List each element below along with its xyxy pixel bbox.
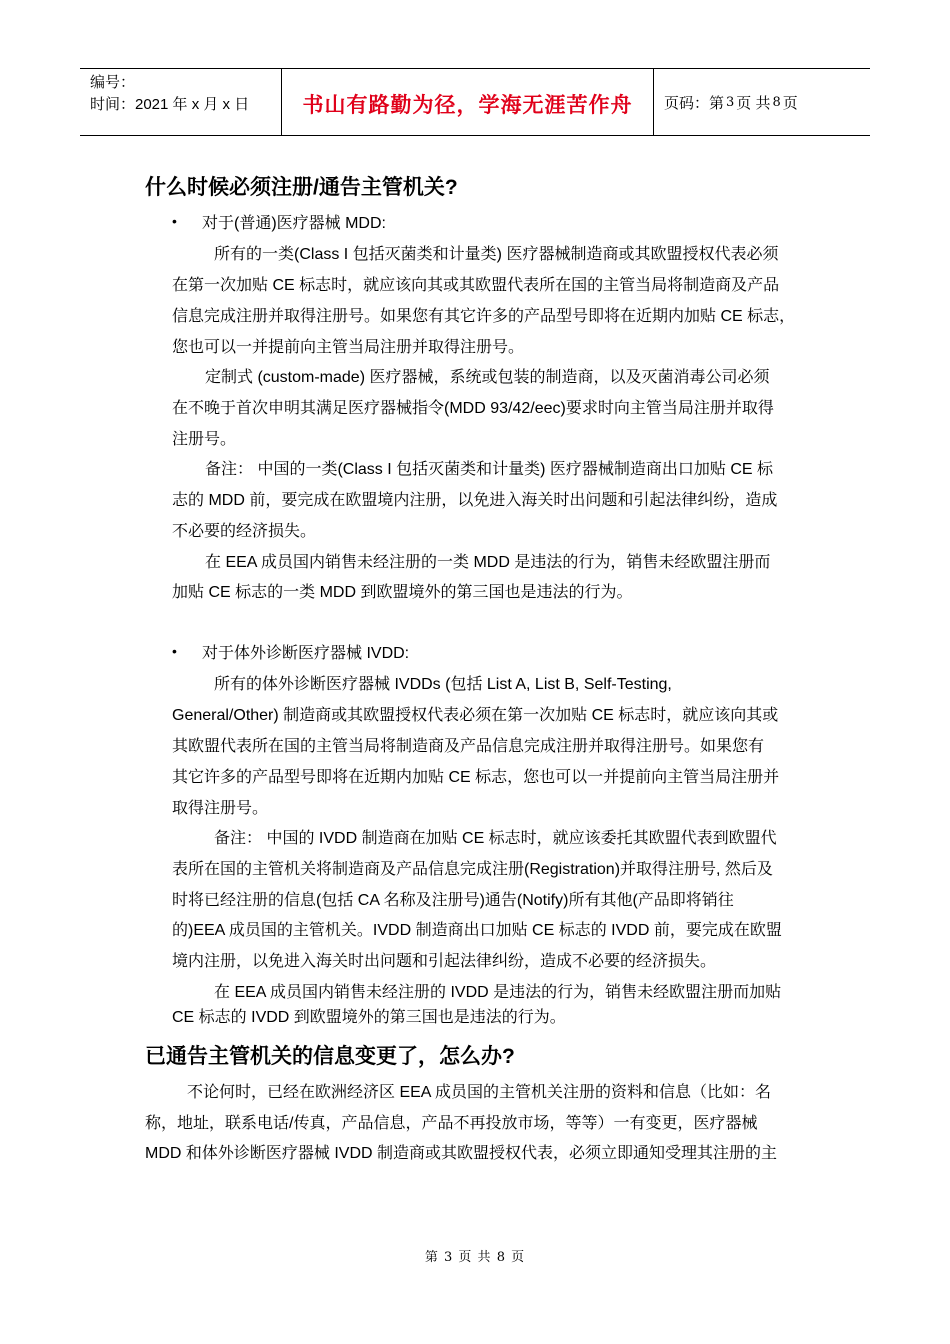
paragraph-line: 注册号。 [172, 431, 237, 448]
page-total: 8 [772, 94, 781, 110]
bullet2-text: 对于体外诊断医疗器械 IVDD: [202, 645, 410, 662]
paragraph-line: 加贴 CE 标志的一类 MDD 到欧盟境外的第三国也是违法的行为。 [172, 584, 633, 601]
paragraph-line: 称，地址，联系电话/传真，产品信息，产品不再投放市场，等等）一有变更，医疗器械 [145, 1115, 758, 1132]
paragraph-line: 所有的一类(Class I 包括灭菌类和计量类) 医疗器械制造商或其欧盟授权代表必须 [214, 246, 779, 263]
paragraph-line: 的)EEA 成员国的主管机关。IVDD 制造商出口加贴 CE 标志的 IVDD 前，要完成在欧盟 [172, 922, 782, 939]
page-prefix: 页码：第 [664, 94, 725, 112]
number-label: 编号： [90, 74, 136, 91]
paragraph-line: CE 标志的 IVDD 到欧盟境外的第三国也是违法的行为。 [172, 1009, 566, 1026]
paragraph-line: 境内注册，以免进入海关时出问题和引起法律纠纷，造成不必要的经济损失。 [172, 953, 717, 970]
section1-heading: 什么时候必须注册/通告主管机关? [145, 176, 458, 199]
paragraph-line: 志的 MDD 前，要完成在欧盟境内注册，以免进入海关时出问题和引起法律纠纷，造成 [172, 492, 778, 509]
bullet-icon: • [172, 213, 177, 229]
paragraph-line: 在 EEA 成员国内销售未经注册的 IVDD 是违法的行为，销售未经欧盟注册而加贴 [214, 984, 782, 1001]
header-motto-cell [282, 69, 654, 135]
paragraph-line: 表所在国的主管机关将制造商及产品信息完成注册(Registration)并取得注册号, 然后及 [172, 861, 773, 878]
page-footer: 第 3 页 共 8 页 [424, 1250, 526, 1265]
paragraph-line: 不论何时，已经在欧洲经济区 EEA 成员国的主管机关注册的资料和信息（比如：名 [187, 1084, 772, 1101]
paragraph-line: 定制式 (custom-made) 医疗器械，系统或包装的制造商，以及灭菌消毒公司必须 [205, 369, 770, 386]
paragraph-line: 备注： 中国的 IVDD 制造商在加贴 CE 标志时，就应该委托其欧盟代表到欧盟代 [214, 830, 777, 847]
paragraph-line: 您也可以一并提前向主管当局注册并取得注册号。 [172, 339, 525, 356]
paragraph-line: 信息完成注册并取得注册号。如果您有其它许多的产品型号即将在近期内加贴 CE 标志， [172, 308, 796, 325]
page-number: 3 [726, 94, 735, 110]
paragraph-line: General/Other) 制造商或其欧盟授权代表必须在第一次加贴 CE 标志时，就应该向其或 [172, 707, 779, 724]
paragraph-line: 其欧盟代表所在国的主管当局将制造商及产品信息完成注册并取得注册号。如果您有 [172, 738, 765, 755]
paragraph-line: 在第一次加贴 CE 标志时，就应该向其或其欧盟代表所在国的主管当局将制造商及产品 [172, 277, 780, 294]
paragraph-line: MDD 和体外诊断医疗器械 IVDD 制造商或其欧盟授权代表，必须立即通知受理其注册的主 [145, 1145, 778, 1162]
paragraph-line: 在不晚于首次申明其满足医疗器械指令(MDD 93/42/eec)要求时向主管当局注册并取得 [172, 400, 774, 417]
page-header [80, 68, 870, 136]
header-meta [80, 69, 282, 135]
paragraph-line: 取得注册号。 [172, 800, 269, 817]
motto: 书山有路勤为径，学海无涯苦作舟 [302, 94, 633, 117]
page-mid: 页 共 [736, 94, 771, 112]
section2-heading: 已通告主管机关的信息变更了，怎么办? [145, 1045, 515, 1068]
page-suffix: 页 [782, 94, 798, 112]
paragraph-line: 其它许多的产品型号即将在近期内加贴 CE 标志，您也可以一并提前向主管当局注册并 [172, 769, 780, 786]
bullet1-text: 对于(普通)医疗器械 MDD: [202, 215, 386, 232]
page-counter [654, 69, 870, 135]
paragraph-line: 时将已经注册的信息(包括 CA 名称及注册号)通告(Notify)所有其他(产品即将销往 [172, 892, 734, 909]
paragraph-line: 所有的体外诊断医疗器械 IVDDs (包括 List A, List B, Self-Testing, [214, 676, 672, 693]
bullet-icon: • [172, 643, 177, 659]
paragraph-line: 备注： 中国的一类(Class I 包括灭菌类和计量类) 医疗器械制造商出口加贴 CE 标 [205, 461, 774, 478]
paragraph-line: 在 EEA 成员国内销售未经注册的一类 MDD 是违法的行为，销售未经欧盟注册而 [205, 554, 771, 571]
date-label: 时间：2021 年 x 月 x 日 [90, 96, 250, 113]
paragraph-line: 不必要的经济损失。 [172, 523, 317, 540]
